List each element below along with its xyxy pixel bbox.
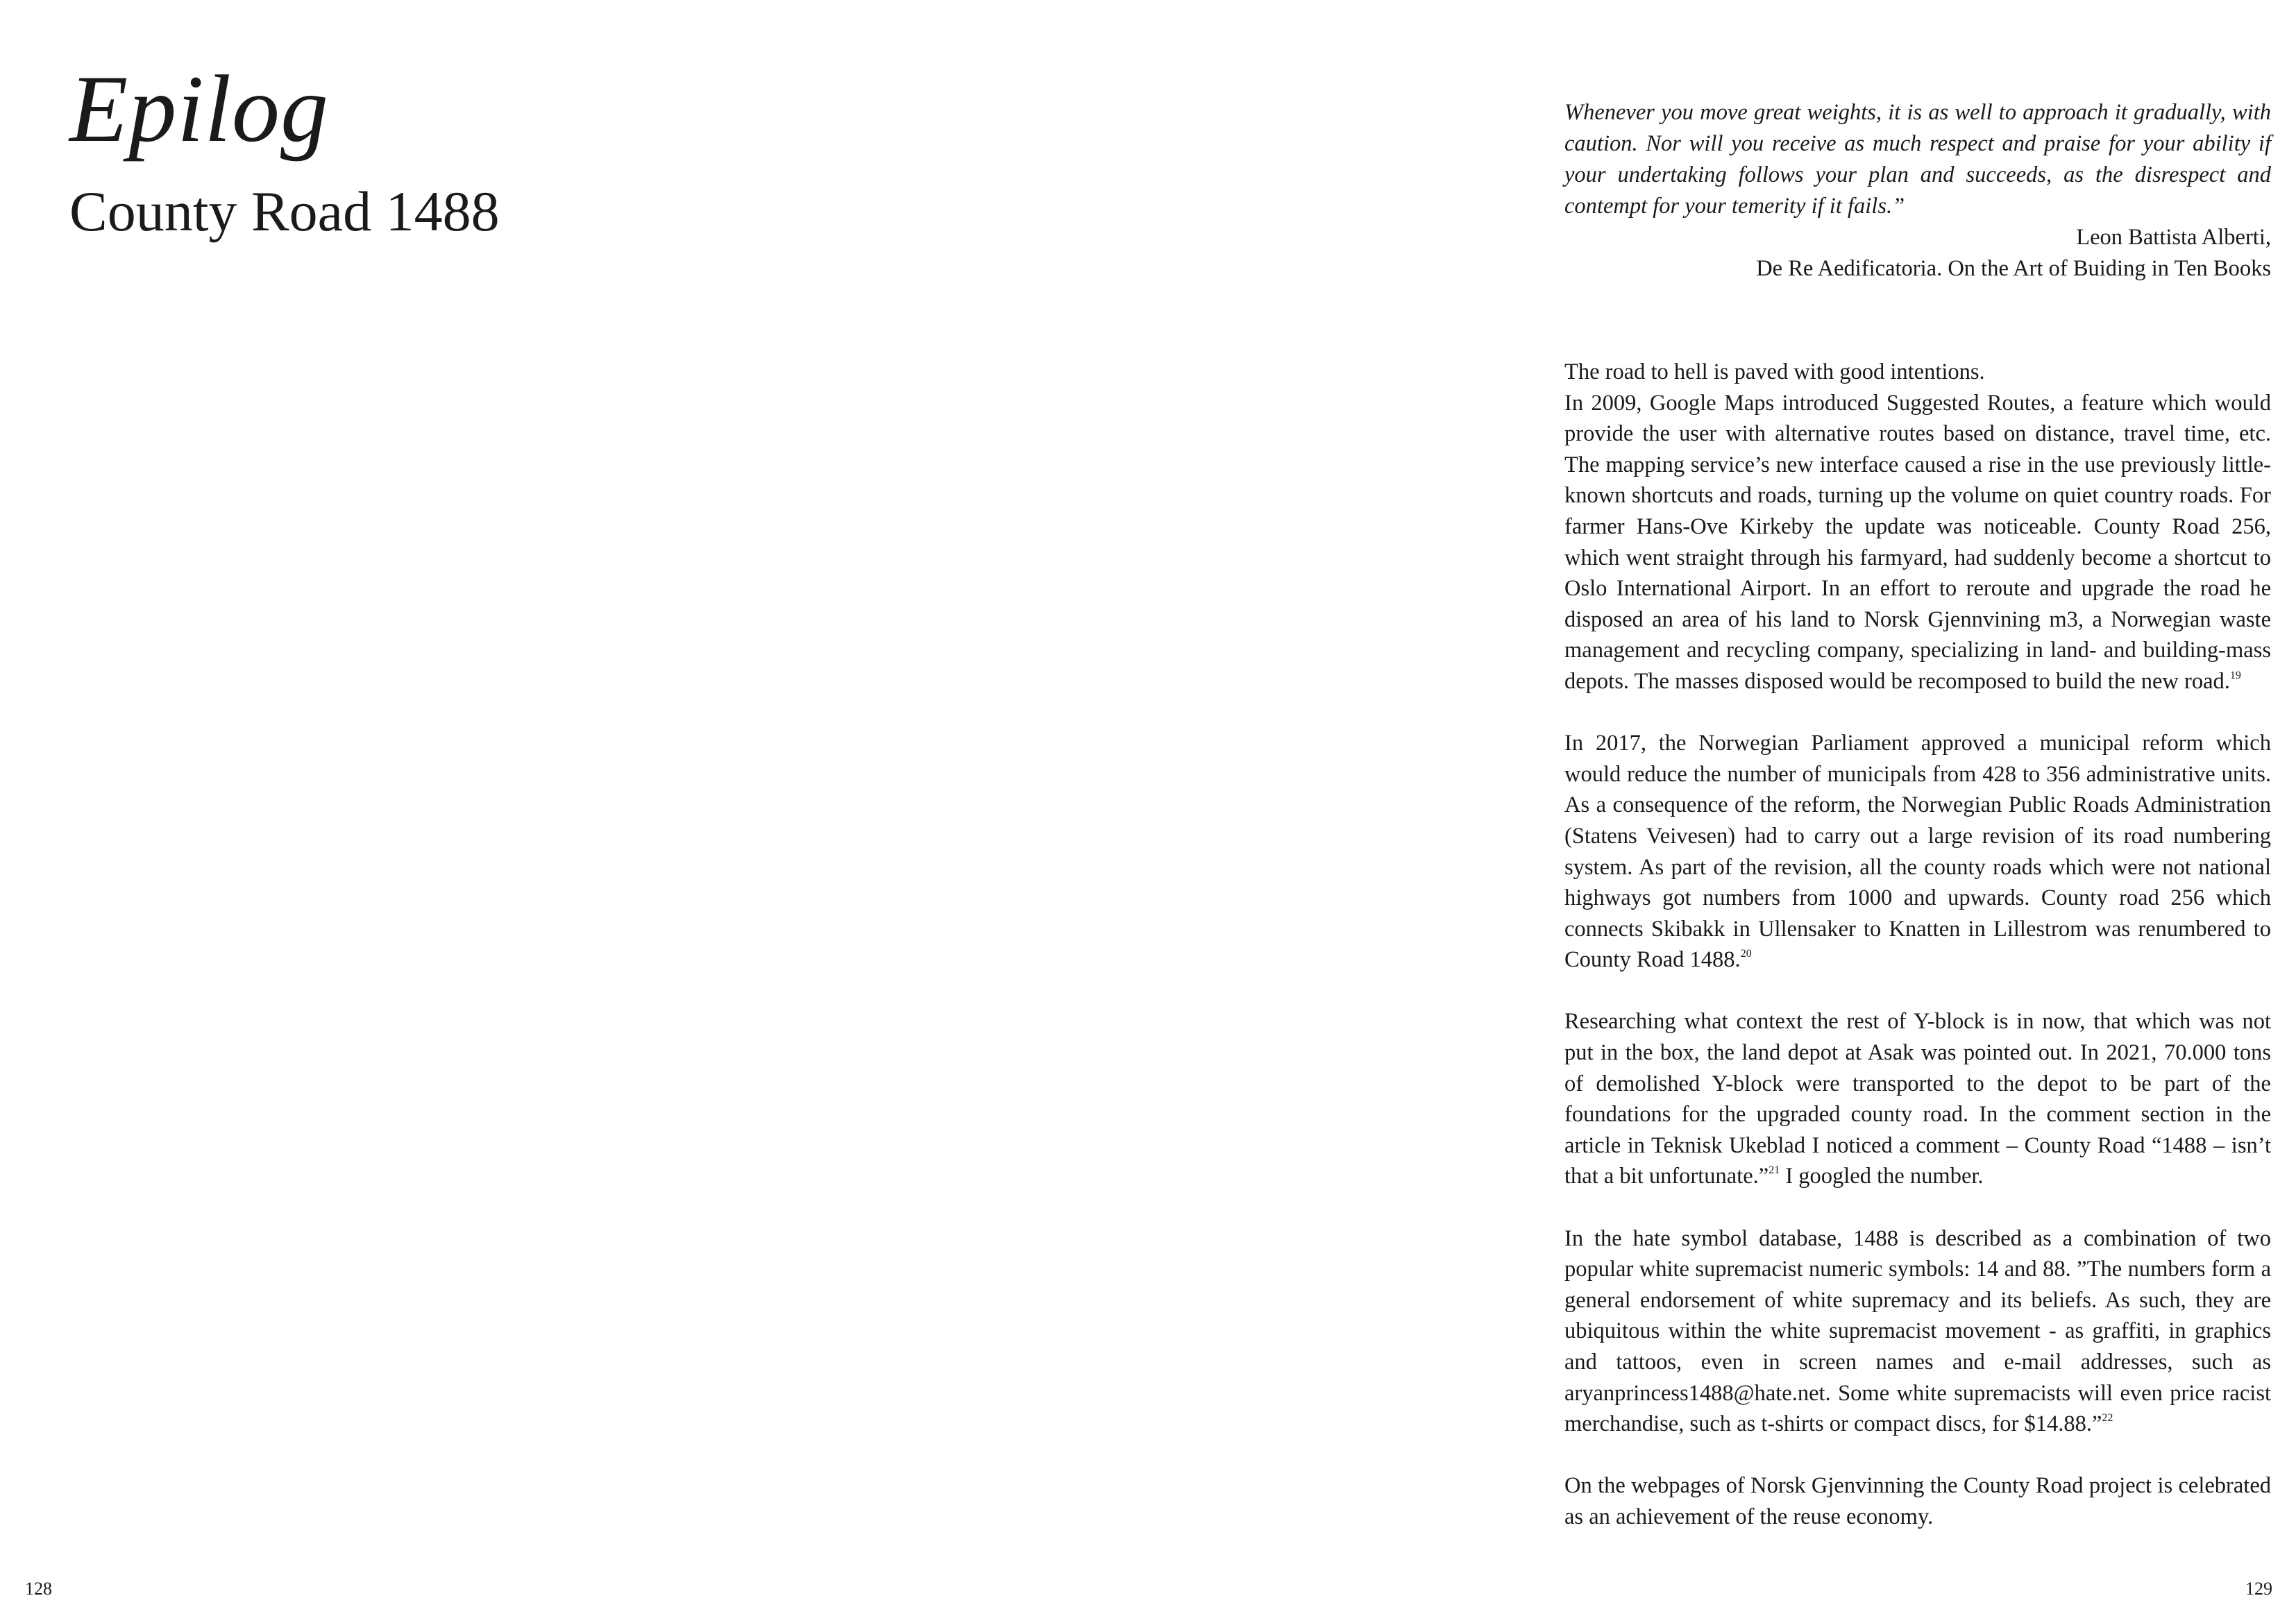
paragraph-text-continued: I googled the number. [1780, 1164, 1984, 1189]
paragraph [1564, 1223, 2271, 1440]
epigraph-quote: Whenever you move great weights, it is as well to approach it gradually, with caution. Nor will you receive as much respect and praise for your ability if your undertaking follows your plan and succeeds, as the disrespect and contempt for your temerity if it fails.” [1564, 100, 2271, 219]
chapter-heading: Epilog [69, 56, 329, 162]
paragraph-text: In the hate symbol database, 1488 is described as a combination of two popular white supremacist numeric symbols: 14 and 88. ”The numbers form a general endorsement of white supremacy and its beliefs. As such, they are ubiquitous within the white supremacist movement - as graffiti, in graphics and tattoos, even in screen names and e-mail addresses, such as aryanprincess1488@hate.net. Some white supremacists will even price racist merchandise, such as t-shirts or compact discs, for $14.88.” [1564, 1225, 2271, 1437]
right-page [1148, 0, 2296, 1623]
paragraph-text: In 2017, the Norwegian Parliament approved a municipal reform which would reduce the number of municipals from 428 to 356 administrative units. As a consequence of the reform, the Norwegian Public Roads Administration (Statens Veivesen) had to carry out a large revision of its road numbering system. As part of the revision, all the county roads which were not national highways got numbers from 1000 and upwards. County road 256 which connects Skibakk in Ullensaker to Knatten in Lillestrom was renumbered to County Road 1488. [1564, 731, 2271, 973]
footnote-ref: 19 [2229, 669, 2241, 681]
page-number-right: 129 [2245, 1579, 2272, 1599]
paragraph-text: On the webpages of Norsk Gjenvinning the County Road project is celebrated as an achievement of the reuse economy. [1564, 1473, 2271, 1529]
paragraph-text: Researching what context the rest of Y-block is in now, that which was not put in the box, the land depot at Asak was pointed out. In 2021, 70.000 tons of demolished Y-block were transported to the depot to be part of the foundations for the upgraded county road. In the comment section in the article in Teknisk Ukeblad I noticed a comment – County Road “1488 – isn’t that a bit unfortunate.” [1564, 1009, 2271, 1189]
page-number-left: 128 [25, 1579, 52, 1599]
paragraph [1564, 1470, 2271, 1532]
epigraph [1564, 97, 2271, 284]
paragraph [1564, 357, 2271, 697]
paragraph [1564, 1006, 2271, 1192]
paragraph [1564, 728, 2271, 976]
chapter-subheading: County Road 1488 [69, 180, 500, 243]
footnote-ref: 20 [1740, 948, 1752, 960]
opening-line: The road to hell is paved with good intentions. [1564, 359, 1985, 384]
paragraph-text: In 2009, Google Maps introduced Suggested Routes, a feature which would provide the user with alternative routes based on distance, travel time, etc. The mapping service’s new interface caused a rise in the use previously little-known shortcuts and roads, turning up the volume on quiet country roads. For farmer Hans-Ove Kirkeby the update was noticeable. County Road 256, which went straight through his farmyard, had suddenly become a shortcut to Oslo International Airport. In an effort to reroute and upgrade the road he disposed an area of his land to Norsk Gjennvining m3, a Norwegian waste management and recycling company, specializing in land- and building-mass depots. The masses disposed would be recomposed to build the new road. [1564, 390, 2271, 694]
body-text [1564, 357, 2271, 1533]
epigraph-author: Leon Battista Alberti, [2076, 225, 2271, 250]
epigraph-source: De Re Aedificatoria. On the Art of Buiding in Ten Books [1756, 256, 2271, 281]
footnote-ref: 21 [1769, 1164, 1780, 1177]
footnote-ref: 22 [2102, 1412, 2113, 1425]
